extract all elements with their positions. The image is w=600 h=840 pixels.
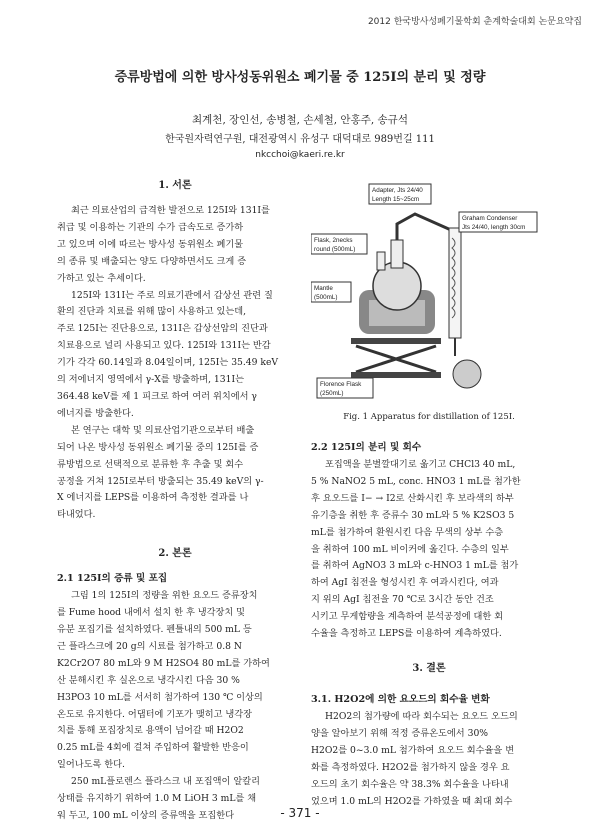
text-line: mL를 첨가하여 환원시킨 다음 무색의 상부 수층: [311, 526, 504, 538]
jack-top: [351, 338, 441, 344]
left-column: [57, 178, 293, 825]
text-line: 0.25 mL를 4회에 걸쳐 주입하여 활발한 반응이: [57, 742, 249, 754]
text-line: H2O2의 첨가량에 따라 회수되는 요오드 오드의: [325, 710, 518, 722]
text-line: 지 위의 AgI 침전을 70 ℃로 3시간 동안 건조: [311, 594, 494, 606]
text-line: 을 취하여 100 mL 비이커에 옮긴다. 수층의 일부: [311, 543, 509, 555]
text-line: 하여 AgI 침전을 형성시킨 후 여과시킨다, 여과: [311, 577, 499, 589]
label-adapter-text: Adapter, Jts 24/40: [372, 187, 423, 194]
florence-flask: [453, 360, 481, 388]
subsection-3-1-text: [311, 709, 547, 810]
text-line: 5 % NaNO2 5 mL, conc. HNO3 1 mL를 첨가한: [311, 475, 521, 487]
text-line: 본 연구는 대학 및 의료산업기관으로부터 배출: [71, 424, 255, 436]
text-line: 상태를 유지하기 위하여 1.0 M LiOH 3 mL를 채: [57, 793, 257, 805]
text-line: 유기층을 취한 후 증류수 30 mL와 5 % K2SO3 5: [311, 509, 515, 521]
text-line: 364.48 keV를 제 1 피크로 하여 여러 위치에서 γ: [57, 390, 257, 402]
text-line: 의 저에너지 영역에서 γ-X를 방출하며, 131I는: [57, 374, 244, 386]
label-flask-2: round (500mL): [314, 246, 356, 253]
affiliation: 한국원자력연구원, 대전광역시 유성구 대덕대로 989번길 111: [165, 134, 435, 145]
text-line: 화를 측정하였다. H2O2를 첨가하지 않을 경우 요: [311, 761, 510, 773]
text-line: 었으며 1.0 mL의 H2O2를 가하였을 때 최대 회수: [311, 795, 513, 807]
jack-base: [351, 372, 441, 378]
text-line: 시키고 무게함량을 계측하여 분석공정에 대한 회: [311, 611, 504, 623]
text-line: 오드의 초기 회수율은 약 38.3% 회수율을 나타내: [311, 778, 509, 790]
text-line: H3PO3 10 mL를 서서히 첨가하여 130 ℃ 이상의: [57, 691, 263, 703]
running-header: 2012 한국방사성폐기물학회 춘계학술대회 논문요약집: [367, 17, 582, 27]
text-line: 고 있으며 이에 따르는 방사성 동위원소 폐기물: [57, 238, 244, 250]
label-florence-1: Florence Flask: [320, 381, 362, 388]
text-line: 류방법으로 선택적으로 분류한 후 추출 및 회수: [57, 458, 244, 470]
text-line: H2O2를 0~3.0 mL 첨가하여 요오드 회수율을 변: [311, 744, 515, 756]
text-line: 산 분해시킨 후 실온으로 냉각시킨 다음 30 %: [57, 674, 240, 686]
text-line: 일어나도록 한다.: [57, 759, 125, 771]
subsection-heading-3-1: 3.1. H2O2에 의한 요오드의 회수율 변화: [311, 693, 490, 705]
text-line: 의 종류 및 배출되는 양도 다양하면서도 크게 증: [57, 255, 247, 267]
section-heading-intro: 1. 서론: [158, 180, 192, 191]
text-line: 유분 포집기를 설치하였다. 펜틀내의 500 mL 등: [57, 624, 252, 636]
text-line: 취급 및 이용하는 기관의 수가 급속도로 증가하: [57, 221, 244, 233]
text-line: 후 요오드를 I− → I2로 산화시킨 후 보라색의 하부: [311, 492, 514, 504]
label-adapter-len: Length 15~25cm: [372, 196, 420, 203]
subsection-heading-2-2: 2.2 125I의 분리 및 회수: [311, 442, 422, 453]
text-line: 되어 나온 방사성 동위원소 폐기물 중의 125I를 증: [57, 441, 259, 453]
text-line: 치료용으로 널리 사용되고 있다. 125I와 131I는 반감: [57, 340, 271, 352]
text-line: 에너지를 방출한다.: [57, 407, 134, 419]
lab-jack: [356, 346, 436, 372]
text-line: 를 취하여 AgNO3 3 mL와 c-HNO3 1 mL를 첨가: [311, 560, 519, 572]
subsection-2-2-text: [311, 457, 547, 643]
text-line: 기가 각각 60.14일과 8.04일이며, 125I는 35.49 keV: [57, 357, 279, 369]
label-condenser-text: Graham Condenser: [462, 215, 518, 222]
email: nkcchoi@kaeri.re.kr: [255, 150, 345, 160]
figure-caption: Fig. 1 Apparatus for distillation of 125I.: [343, 412, 515, 422]
flask-neck: [391, 240, 403, 268]
text-line: 온도로 유지한다. 어댑터에 기포가 맺히고 냉각장: [57, 708, 253, 720]
text-line: 수율을 측정하고 LEPS를 이용하여 계측하였다.: [311, 628, 502, 640]
text-line: K2Cr2O7 80 mL와 9 M H2SO4 80 mL를 가하여: [57, 657, 270, 669]
text-line: 타내었다.: [57, 509, 96, 521]
paper-title: 증류방법에 의한 방사성동위원소 폐기물 중 125I의 분리 및 정량: [114, 70, 486, 85]
apparatus-figure: [311, 178, 547, 400]
label-mantle-2: (500mL): [314, 294, 338, 301]
text-line: 포집액을 분별깔대기로 옮기고 CHCl3 40 mL,: [325, 459, 516, 470]
text-line: 양을 알아보기 위해 적정 증류온도에서 30%: [311, 727, 489, 739]
text-line: 근 플라스크에 20 g의 시료를 첨가하고 0.8 N: [57, 640, 242, 652]
text-line: X 에너지를 LEPS를 이용하여 측정한 결과를 나: [57, 492, 249, 504]
text-line: 공정을 거쳐 125I로부터 방출되는 35.49 keV의 γ-: [57, 475, 264, 487]
label-flask-1: Flask, 2necks: [314, 237, 353, 244]
intro-text: [57, 203, 293, 524]
label-condenser-spec: Jts 24/40, length 30cm: [462, 224, 526, 231]
subsection-heading-2-1: 2.1 125I의 증류 및 포집: [57, 573, 168, 585]
text-line: 가하고 있는 추세이다.: [57, 272, 146, 284]
text-line: 250 mL플로렌스 플라스크 내 포집액이 알칼리: [71, 776, 260, 788]
section-heading-results: 3. 결론: [412, 662, 446, 674]
text-line: 125I와 131I는 주로 의료기관에서 갑상선 관련 질: [71, 289, 273, 301]
right-column: [311, 440, 547, 810]
page-number: - 371 -: [280, 806, 320, 820]
text-line: 환의 진단과 치료를 위해 많이 사용하고 있는데,: [57, 306, 247, 318]
text-line: 치를 통해 포집장치로 용액이 넘어갈 때 H2O2: [57, 725, 244, 737]
text-line: 최근 의료산업의 급격한 발전으로 125I와 131I를: [71, 205, 270, 216]
text-line: 워 두고, 100 mL 이상의 증류액을 포집한다: [57, 810, 235, 821]
subsection-2-1-text: [57, 588, 293, 825]
text-line: 그림 1의 125I의 정량을 위한 요오드 증류장치: [71, 590, 258, 602]
section-heading-body: 2. 본론: [158, 548, 192, 560]
text-line: 주로 125I는 진단용으로, 131I은 갑상선암의 진단과: [57, 323, 268, 335]
adapter: [397, 214, 451, 240]
label-mantle-1: Mantle: [314, 285, 333, 292]
label-florence-2: (250mL): [320, 390, 344, 397]
authors: 최계천, 장인선, 송병철, 손세철, 안홍주, 송규석: [192, 114, 408, 126]
text-line: 를 Fume hood 내에서 설치 한 후 냉각장치 및: [57, 607, 246, 619]
